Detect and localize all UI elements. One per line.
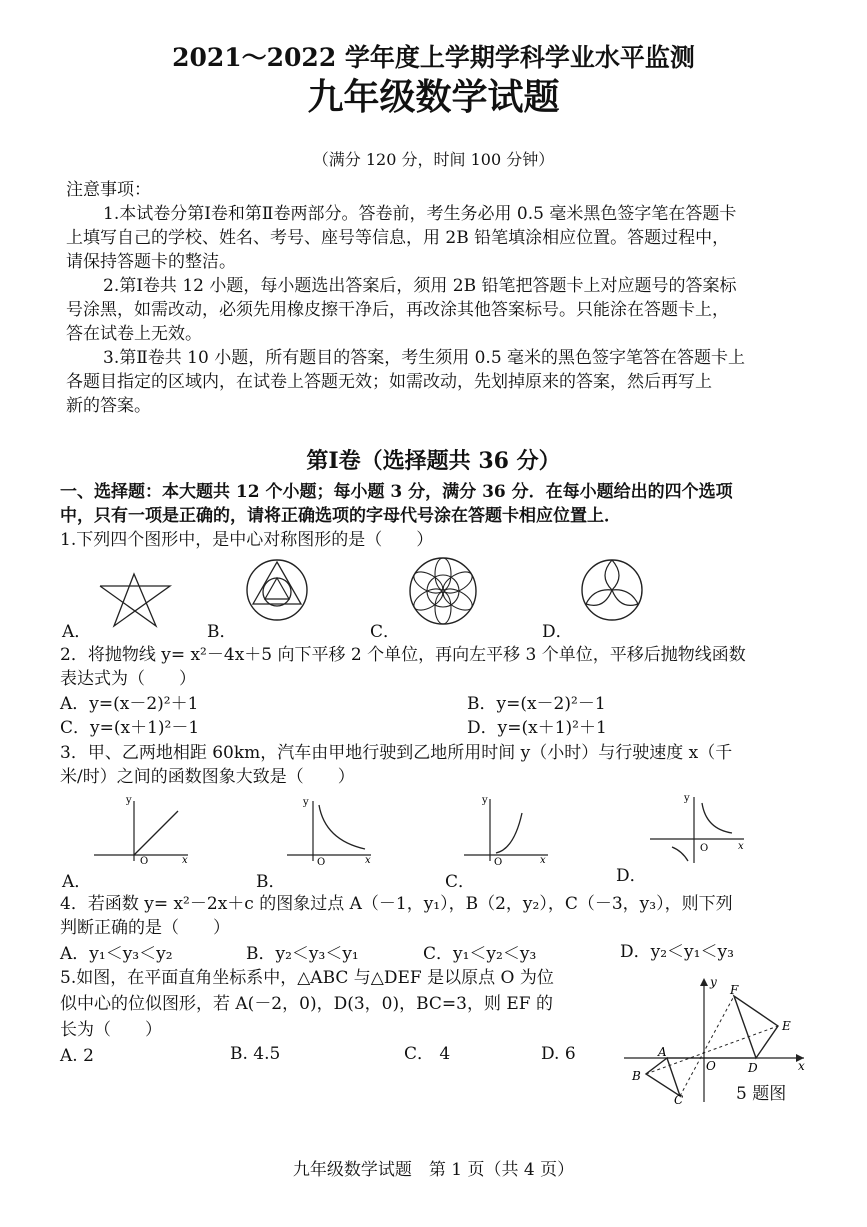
q5-figure-caption: 5 题图	[736, 1084, 787, 1104]
notes-line: 上填写自己的学校、姓名、考号、座号等信息，用 2B 铅笔填涂相应位置。答题过程中，	[66, 228, 730, 248]
q1-figure-b-circle-triangle	[245, 558, 309, 622]
svg-text:B: B	[632, 1069, 641, 1083]
q3-label-a: A．	[62, 872, 92, 892]
notes-heading: 注意事项：	[66, 180, 151, 200]
svg-text:x: x	[182, 855, 188, 866]
q2-stem: 2．将抛物线 y= x²－4x＋5 向下平移 2 个单位，再向左平移 3 个单位，平移后抛物线函数	[60, 645, 746, 665]
q3-stem: 3．甲、乙两地相距 60km，汽车由甲地行驶到乙地所用时间 y（小时）与行驶速度 x（千	[60, 743, 733, 763]
q1-figure-c-flower	[408, 556, 478, 626]
svg-text:y: y	[482, 795, 488, 806]
notes-line: 号涂黑，如需改动，必须先用橡皮擦干净后，再改涂其他答案标号。只能涂在答题卡上，	[66, 300, 729, 320]
q1-figure-a-star	[96, 572, 174, 628]
q3-graph-c	[462, 795, 552, 868]
exam-header-title: 2021～2022 学年度上学期学科学业水平监测	[172, 43, 695, 72]
q5-stem: 长为（ ）	[60, 1020, 162, 1040]
q2-option-b: B．y=(x－2)²－1	[467, 694, 606, 714]
exam-title: 九年级数学试题	[307, 77, 560, 118]
svg-text:y: y	[303, 797, 309, 808]
q5-stem: 5.如图，在平面直角坐标系中，△ABC 与△DEF 是以原点 O 为位	[60, 968, 554, 988]
notes-line: 2.第Ⅰ卷共 12 小题，每小题选出答案后，须用 2B 铅笔把答题卡上对应题号的答案标	[103, 276, 737, 296]
q2-stem: 表达式为（ ）	[60, 669, 196, 689]
q1-stem: 1.下列四个图形中，是中心对称图形的是（ ）	[60, 530, 434, 550]
q5-option-c: C． 4	[404, 1044, 451, 1064]
q2-option-c: C．y=(x＋1)²－1	[60, 718, 200, 738]
q2-option-a: A．y=(x－2)²＋1	[60, 694, 199, 714]
page-footer: 九年级数学试题 第 1 页（共 4 页）	[292, 1160, 575, 1180]
q5-option-b: B. 4.5	[230, 1044, 281, 1064]
section-intro: 一、选择题：本大题共 12 个小题；每小题 3 分，满分 36 分．在每小题给出的四个选项	[60, 482, 733, 502]
svg-text:y: y	[126, 795, 132, 806]
q5-option-a: A. 2	[60, 1046, 94, 1066]
svg-text:x: x	[365, 855, 371, 866]
q3-label-c: C．	[445, 872, 476, 892]
section-intro: 中，只有一项是正确的，请将正确选项的字母代号涂在答题卡相应位置上．	[60, 506, 621, 526]
exam-subtitle: （满分 120 分，时间 100 分钟）	[312, 150, 555, 169]
q3-graph-b	[285, 795, 375, 868]
notes-line: 请保持答题卡的整洁。	[66, 252, 236, 272]
q4-stem: 判断正确的是（ ）	[60, 918, 230, 938]
svg-text:x: x	[798, 1059, 805, 1073]
q1-figure-d-three-leaf	[580, 558, 644, 622]
q1-label-c: C．	[370, 622, 401, 642]
q5-stem: 似中心的位似图形，若 A(－2，0)，D(3，0)，BC=3，则 EF 的	[60, 994, 553, 1014]
svg-text:y: y	[710, 975, 717, 989]
svg-text:D: D	[748, 1061, 758, 1075]
q4-stem: 4．若函数 y= x²－2x＋c 的图象过点 A（－1，y₁），B（2，y₂），C（－3，y₃），则下列	[60, 894, 733, 914]
q4-option-d: D．y₂＜y₁＜y₃	[620, 942, 734, 962]
svg-text:O: O	[706, 1059, 716, 1073]
svg-text:x: x	[738, 841, 744, 852]
q4-option-a: A．y₁＜y₃＜y₂	[60, 944, 173, 964]
q3-graph-a	[92, 795, 192, 865]
q1-label-d: D．	[542, 622, 573, 642]
notes-line: 新的答案。	[66, 396, 151, 416]
notes-line: 答在试卷上无效。	[66, 324, 202, 344]
section-title: 第Ⅰ卷（选择题共 36 分）	[306, 448, 561, 474]
q2-option-d: D．y=(x＋1)²＋1	[467, 718, 607, 738]
notes-line: 3.第Ⅱ卷共 10 小题，所有题目的答案，考生须用 0.5 毫米的黑色签字笔答在答题卡上	[103, 348, 746, 368]
q3-graph-d	[648, 793, 748, 865]
svg-text:x: x	[540, 855, 546, 866]
svg-text:F: F	[730, 983, 739, 997]
notes-line: 1.本试卷分第Ⅰ卷和第Ⅱ卷两部分。答卷前，考生务必用 0.5 毫米黑色签字笔在答题卡	[103, 204, 737, 224]
q1-label-a: A．	[62, 622, 92, 642]
q4-option-b: B．y₂＜y₃＜y₁	[246, 944, 359, 964]
q3-stem: 米/时）之间的函数图象大致是（ ）	[60, 767, 355, 787]
q4-option-c: C．y₁＜y₂＜y₃	[423, 944, 537, 964]
q5-option-d: D. 6	[541, 1044, 576, 1064]
svg-text:A: A	[658, 1045, 667, 1059]
svg-text:O: O	[140, 856, 149, 867]
q3-label-b: B．	[256, 872, 286, 892]
notes-line: 各题目指定的区域内，在试卷上答题无效；如需改动，先划掉原来的答案，然后再写上	[66, 372, 712, 392]
q3-label-d: D．	[616, 866, 647, 886]
svg-text:O: O	[494, 857, 503, 868]
q1-label-b: B．	[207, 622, 237, 642]
svg-text:O: O	[700, 843, 709, 854]
svg-text:E: E	[782, 1019, 791, 1033]
svg-text:C: C	[674, 1093, 684, 1107]
svg-text:y: y	[684, 793, 690, 804]
svg-text:O: O	[317, 857, 326, 868]
